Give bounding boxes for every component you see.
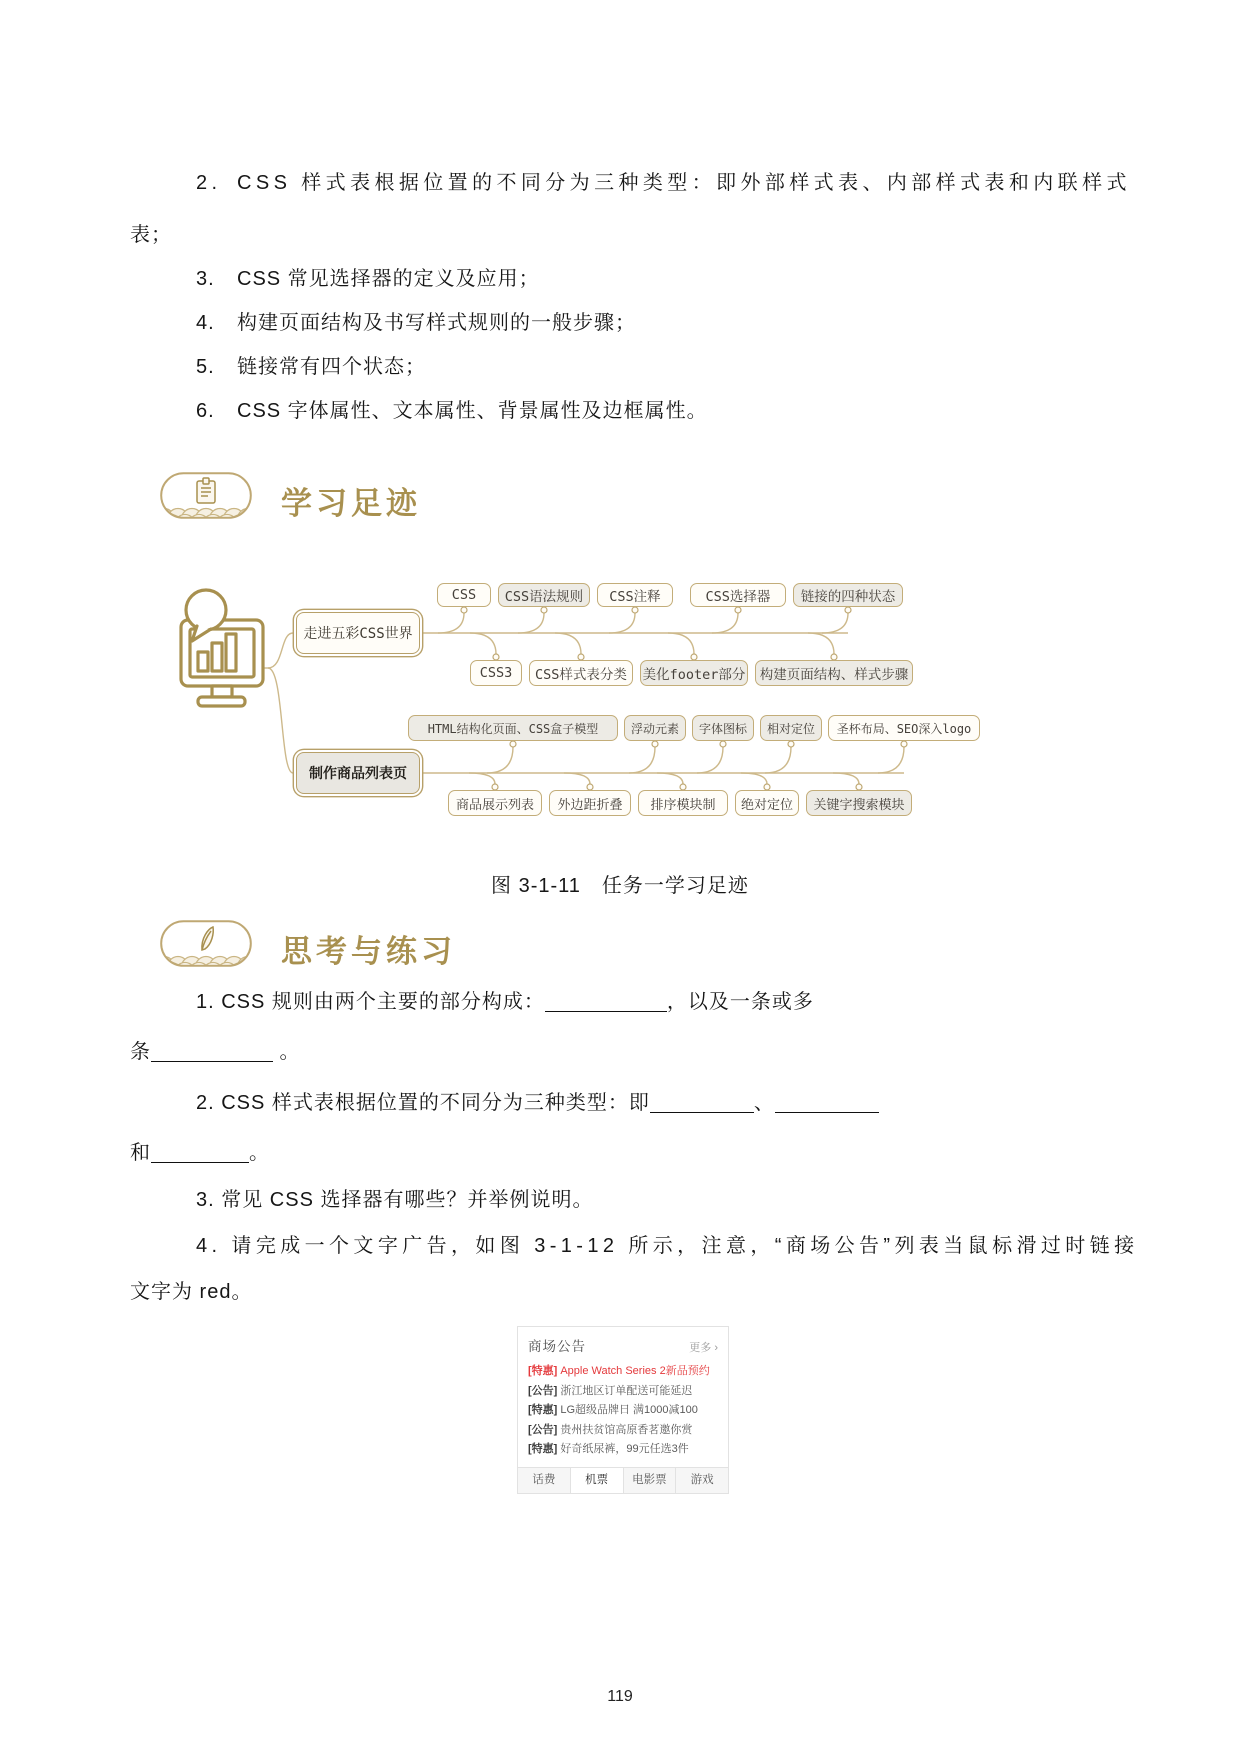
announcement-panel (517, 1326, 729, 1494)
mindmap-figure (0, 0, 1240, 860)
announcement-tag: [特惠] (528, 1443, 558, 1455)
question-3: 3. 常见 CSS 选择器有哪些？并举例说明。 (196, 1189, 594, 1211)
question-1-line-1: 1. CSS 规则由两个主要的部分构成： ，以及一条或多 (196, 991, 814, 1013)
mindmap-branch-1: 走进五彩CSS世界 (296, 612, 420, 654)
intro-item-5: 5. 链接常有四个状态； (196, 356, 426, 378)
mindmap-node: CSS选择器 (690, 583, 786, 607)
mindmap-node: 美化footer部分 (640, 660, 748, 686)
badge-ornament (160, 920, 252, 967)
section-title-thinking: 思考与练习 (281, 934, 456, 969)
intro-item-2-line-1: 2. CSS 样式表根据位置的不同分为三种类型：即外部样式表、内部样式表和内联样式 (196, 172, 1131, 194)
mindmap-node: 构建页面结构、样式步骤 (755, 660, 913, 686)
mindmap-node: CSS3 (470, 660, 522, 686)
more-link: 更多 › (689, 1342, 718, 1354)
announcement-tab: 话费 (532, 1473, 556, 1486)
announcement-item (528, 1382, 718, 1402)
announcement-item (528, 1421, 718, 1441)
section-title-learning: 学习足迹 (281, 486, 421, 521)
mindmap-branch-2: 制作商品列表页 (296, 752, 420, 794)
mindmap-node: CSS样式表分类 (529, 660, 633, 686)
announcement-text: 好奇纸尿裤，99元任选3件 (560, 1443, 689, 1455)
mindmap-node: 字体图标 (692, 715, 754, 741)
answer-blank (775, 1092, 879, 1113)
mindmap-node: CSS注释 (597, 583, 673, 607)
announcement-item (528, 1440, 718, 1460)
answer-blank (151, 1041, 273, 1062)
item-number: 3. (196, 268, 215, 290)
mindmap-node: 排序模块制 (638, 790, 728, 816)
announcement-tabs (518, 1467, 728, 1493)
announcement-tab: 游戏 (675, 1468, 728, 1493)
announcement-item (528, 1362, 718, 1382)
item-number: 6. (196, 400, 215, 422)
mindmap-node: 关键字搜索模块 (806, 790, 912, 816)
quill-icon (202, 927, 213, 950)
announcement-tag: [公告] (528, 1384, 558, 1397)
mindmap-node: 链接的四种状态 (793, 583, 903, 607)
announcement-text: 浙江地区订单配送可能延迟 (560, 1384, 693, 1397)
announcement-tab: 电影票 (623, 1468, 676, 1493)
announcement-text: Apple Watch Series 2新品预约 (560, 1365, 710, 1377)
announcement-text: 贵州扶贫馆高原香茗邀你赏 (560, 1423, 693, 1436)
page-number: 119 (607, 1688, 633, 1705)
item-number: 2. (196, 172, 222, 194)
answer-blank (151, 1142, 249, 1163)
mindmap-node: CSS语法规则 (498, 583, 590, 607)
question-4-line-1: 4. 请完成一个文字广告，如图 3-1-12 所示，注意，“商场公告”列表当鼠标滑过时链接 (196, 1235, 1139, 1257)
answer-blank (545, 991, 667, 1012)
mindmap-node: CSS (437, 583, 491, 607)
mindmap-node: 圣杯布局、SEO深入logo (828, 715, 980, 741)
mindmap-node: 相对定位 (760, 715, 822, 741)
announcement-tab: 机票 (570, 1468, 623, 1493)
question-4-line-2: 文字为 red。 (130, 1281, 253, 1303)
mindmap-node: 商品展示列表 (448, 790, 542, 816)
item-number: 5. (196, 356, 215, 378)
monitor-chart-icon (181, 590, 263, 706)
announcement-title: 商场公告 (528, 1339, 586, 1354)
announcement-item (528, 1401, 718, 1421)
announcement-text: LG超级品牌日 满1000减100 (560, 1404, 698, 1416)
question-2-line-1: 2. CSS 样式表根据位置的不同分为三种类型：即 、 (196, 1086, 879, 1115)
question-1-line-2: 条 。 (130, 1041, 301, 1063)
announcement-tag: [公告] (528, 1423, 558, 1436)
mindmap-node: HTML结构化页面、CSS盒子模型 (408, 715, 618, 741)
announcement-list (518, 1359, 728, 1467)
mindmap-connectors (0, 0, 1240, 860)
chevron-right-icon: › (714, 1342, 718, 1354)
intro-item-6: 6. CSS 字体属性、文本属性、背景属性及边框属性。 (196, 400, 708, 422)
answer-blank (650, 1092, 754, 1113)
item-number: 4. (196, 312, 215, 334)
figure-caption-3-1-11: 图 3-1-11 任务一学习足迹 (491, 875, 749, 897)
mindmap-node: 绝对定位 (735, 790, 799, 816)
question-2-line-2: 和 。 (130, 1142, 270, 1164)
intro-item-4: 4. 构建页面结构及书写样式规则的一般步骤； (196, 312, 636, 334)
mindmap-node: 浮动元素 (624, 715, 686, 741)
intro-item-3: 3. CSS 常见选择器的定义及应用； (196, 268, 540, 290)
mindmap-node: 外边距折叠 (549, 790, 631, 816)
announcement-tag: [特惠] (528, 1404, 558, 1416)
announcement-tag: [特惠] (528, 1365, 558, 1377)
intro-item-2-line-2: 表； (130, 224, 172, 246)
thinking-badge (160, 920, 252, 967)
announcement-header (518, 1327, 728, 1359)
